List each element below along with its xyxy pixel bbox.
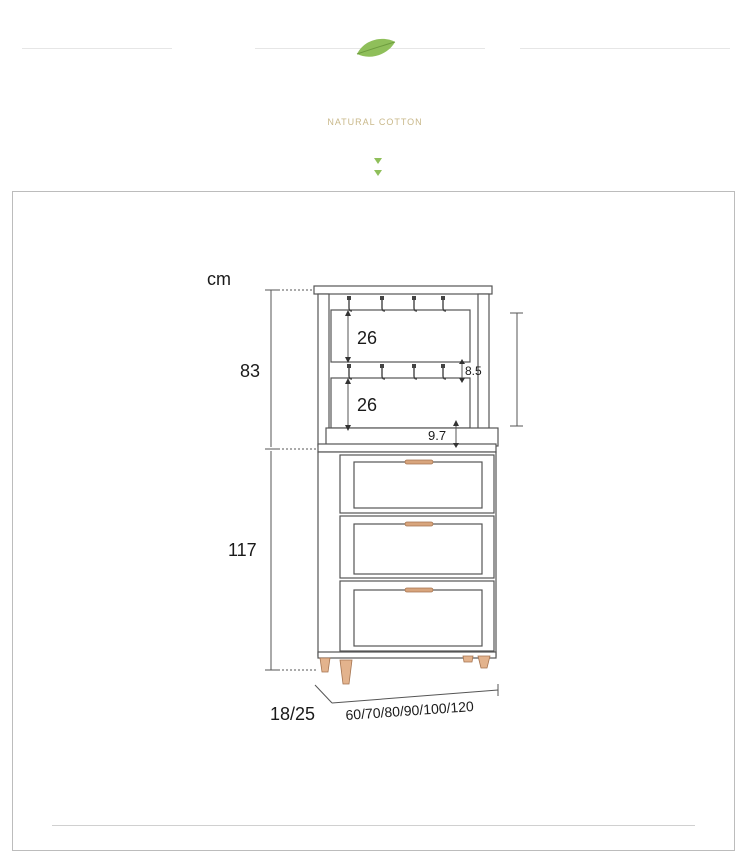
width-options-label: 60/70/80/90/100/120	[345, 698, 475, 723]
height-bottom-label: 117	[228, 540, 257, 560]
unit-label: cm	[207, 269, 231, 289]
hook-row-gap-label: 8.5	[465, 364, 482, 378]
shelf-gap-lower-label: 26	[357, 395, 378, 415]
brand-text: NATURAL COTTON	[327, 117, 423, 127]
bottom-gap-label: 9.7	[428, 428, 447, 443]
height-top-label: 83	[240, 361, 261, 381]
depth-label: 18/25	[270, 704, 316, 724]
shelf-gap-upper-label: 26	[357, 328, 378, 348]
